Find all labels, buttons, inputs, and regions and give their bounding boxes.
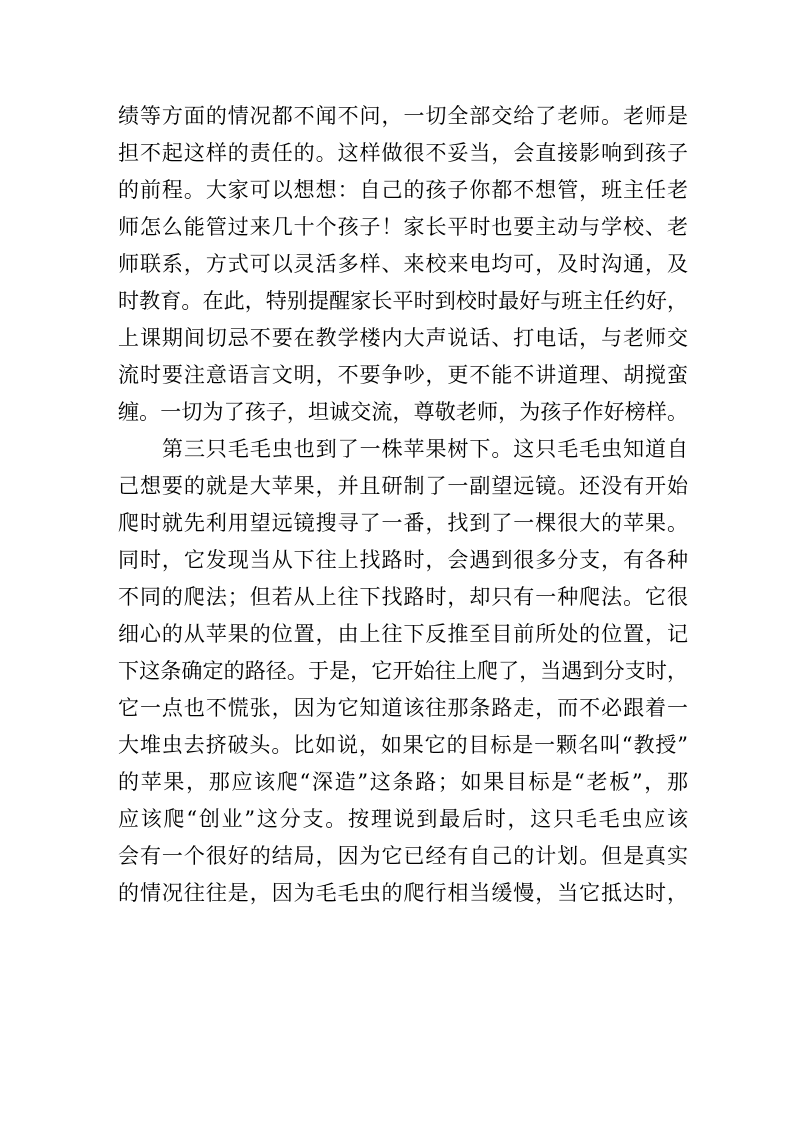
text-line: 会有一个很好的结局，因为它已经有自己的计划。但是真实 (118, 844, 688, 868)
text-line: 细心的从苹果的位置，由上往下反推至目前所处的位置，记 (118, 622, 688, 646)
text-line: 上课期间切忌不要在教学楼内大声说话、打电话，与老师交 (118, 326, 688, 350)
text-line: 师联系，方式可以灵活多样、来校来电均可，及时沟通，及 (118, 252, 688, 276)
text-line: 担不起这样的责任的。这样做很不妥当，会直接影响到孩子 (118, 141, 688, 165)
text-line: 不同的爬法；但若从上往下找路时，却只有一种爬法。它很 (118, 585, 688, 609)
text-line: 师怎么能管过来几十个孩子！家长平时也要主动与学校、老 (118, 215, 688, 239)
text-line: 它一点也不慌张，因为它知道该往那条路走，而不必跟着一 (118, 696, 688, 720)
paragraph-start-line: 第三只毛毛虫也到了一株苹果树下。这只毛毛虫知道自 (162, 437, 688, 461)
text-line: 的前程。大家可以想想：自己的孩子你都不想管，班主任老 (118, 178, 688, 202)
text-line: 流时要注意语言文明，不要争吵，更不能不讲道理、胡搅蛮 (118, 363, 688, 387)
text-line: 同时，它发现当从下往上找路时，会遇到很多分支，有各种 (118, 548, 688, 572)
text-line: 缠。一切为了孩子，坦诚交流，尊敬老师，为孩子作好榜样。 (118, 400, 688, 424)
text-line: 的情况往往是，因为毛毛虫的爬行相当缓慢，当它抵达时， (118, 881, 688, 905)
document-body (118, 98, 688, 912)
text-line: 的苹果，那应该爬“深造”这条路；如果目标是“老板”，那 (118, 770, 688, 794)
text-line: 时教育。在此，特别提醒家长平时到校时最好与班主任约好， (118, 289, 688, 313)
text-line: 下这条确定的路径。于是，它开始往上爬了，当遇到分支时， (118, 659, 688, 683)
text-line: 己想要的就是大苹果，并且研制了一副望远镜。还没有开始 (118, 474, 688, 498)
text-line: 爬时就先利用望远镜搜寻了一番，找到了一棵很大的苹果。 (118, 511, 688, 535)
text-line: 应该爬“创业”这分支。按理说到最后时，这只毛毛虫应该 (118, 807, 688, 831)
text-line: 绩等方面的情况都不闻不问，一切全部交给了老师。老师是 (118, 104, 688, 128)
text-line: 大堆虫去挤破头。比如说，如果它的目标是一颗名叫“教授” (118, 733, 688, 757)
